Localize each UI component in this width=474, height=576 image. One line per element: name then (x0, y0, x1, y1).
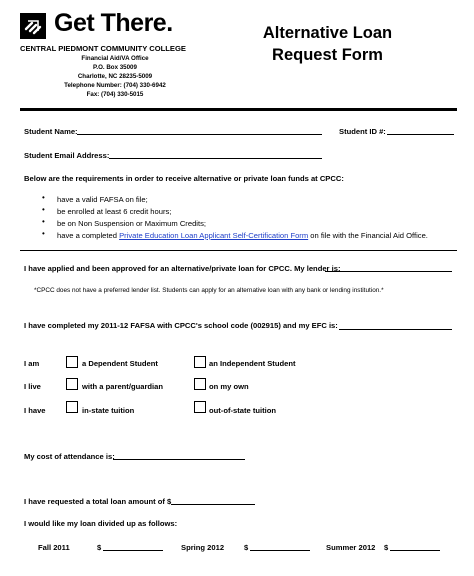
term-label-fall: Fall 2011 (38, 543, 70, 552)
lender-note: *CPCC does not have a preferred lender list. Students can apply for an alternative loan with any bank or lending institution.* (34, 287, 384, 294)
student-name-label: Student Name: (24, 127, 78, 136)
student-id-field[interactable] (387, 134, 454, 135)
self-certification-form-link[interactable]: Private Education Loan Applicant Self-Certification Form (119, 231, 309, 240)
bullet-icon: • (42, 229, 45, 238)
spring-amount-field[interactable] (250, 550, 310, 551)
requirement-item: be enrolled at least 6 credit hours; (57, 207, 172, 216)
term-label-spring: Spring 2012 (181, 543, 225, 552)
student-name-field[interactable] (77, 134, 322, 135)
currency-sign: $ (244, 543, 249, 552)
student-email-label: Student Email Address: (24, 151, 110, 160)
out-of-state-tuition-label: out-of-state tuition (209, 406, 277, 415)
form-title-line2: Request Form (272, 46, 383, 64)
college-name: CENTRAL PIEDMONT COMMUNITY COLLEGE (20, 44, 186, 53)
on-my-own-label: on my own (209, 382, 249, 391)
requirements-intro: Below are the requirements in order to receive alternative or private loan funds at CPCC: (24, 174, 344, 183)
fafsa-label: I have completed my 2011-12 FAFSA with CPCC's school code (002915) and my EFC is: (24, 321, 338, 330)
requirement-suffix: on file with the Financial Aid Office. (308, 231, 428, 240)
logo-text: Get There. (54, 9, 173, 37)
section-divider (20, 250, 457, 251)
dependent-student-checkbox[interactable] (66, 356, 78, 368)
currency-sign: $ (97, 543, 102, 552)
requirement-prefix: have a completed (57, 231, 120, 240)
office-line: Financial Aid/VA Office (81, 55, 149, 62)
summer-amount-field[interactable] (390, 550, 440, 551)
form-title-line1: Alternative Loan (262, 24, 393, 42)
status-row-label: I live (24, 382, 41, 391)
college-logo-icon (20, 13, 46, 39)
requirement-item-form (57, 231, 428, 240)
term-label-summer: Summer 2012 (326, 543, 376, 552)
total-loan-field[interactable] (171, 504, 255, 505)
bullet-icon: • (42, 193, 45, 202)
currency-sign: $ (384, 543, 389, 552)
with-parent-checkbox[interactable] (66, 378, 78, 390)
with-parent-label: with a parent/guardian (82, 382, 164, 391)
lender-field[interactable] (325, 271, 452, 272)
total-loan-label: I have requested a total loan amount of $ (24, 497, 172, 506)
cost-label: My cost of attendance is: (24, 452, 115, 461)
requirement-item: be on Non Suspension or Maximum Credits; (57, 219, 206, 228)
office-line: Charlotte, NC 28235-5009 (77, 73, 153, 80)
loan-divide-label: I would like my loan divided up as follows: (24, 519, 178, 528)
fall-amount-field[interactable] (103, 550, 163, 551)
independent-student-checkbox[interactable] (194, 356, 206, 368)
status-row-label: I am (24, 359, 40, 368)
status-row-label: I have (24, 406, 46, 415)
in-state-tuition-label: in-state tuition (82, 406, 135, 415)
header-divider (20, 108, 457, 111)
on-my-own-checkbox[interactable] (194, 378, 206, 390)
in-state-tuition-checkbox[interactable] (66, 401, 78, 413)
independent-student-label: an Independent Student (209, 359, 296, 368)
bullet-icon: • (42, 205, 45, 214)
dependent-student-label: a Dependent Student (82, 359, 158, 368)
office-line: Telephone Number: (704) 330-6942 (64, 82, 166, 89)
cost-field[interactable] (113, 459, 245, 460)
student-email-field[interactable] (109, 158, 322, 159)
student-id-label: Student ID #: (339, 127, 386, 136)
office-line: Fax: (704) 330-5015 (86, 91, 144, 98)
efc-field[interactable] (339, 329, 452, 330)
office-line: P.O. Box 35009 (93, 64, 137, 71)
out-of-state-tuition-checkbox[interactable] (194, 401, 206, 413)
bullet-icon: • (42, 217, 45, 226)
requirement-item: have a valid FAFSA on file; (57, 195, 148, 204)
lender-label: I have applied and been approved for an alternative/private loan for CPCC. My lender is: (24, 264, 341, 273)
